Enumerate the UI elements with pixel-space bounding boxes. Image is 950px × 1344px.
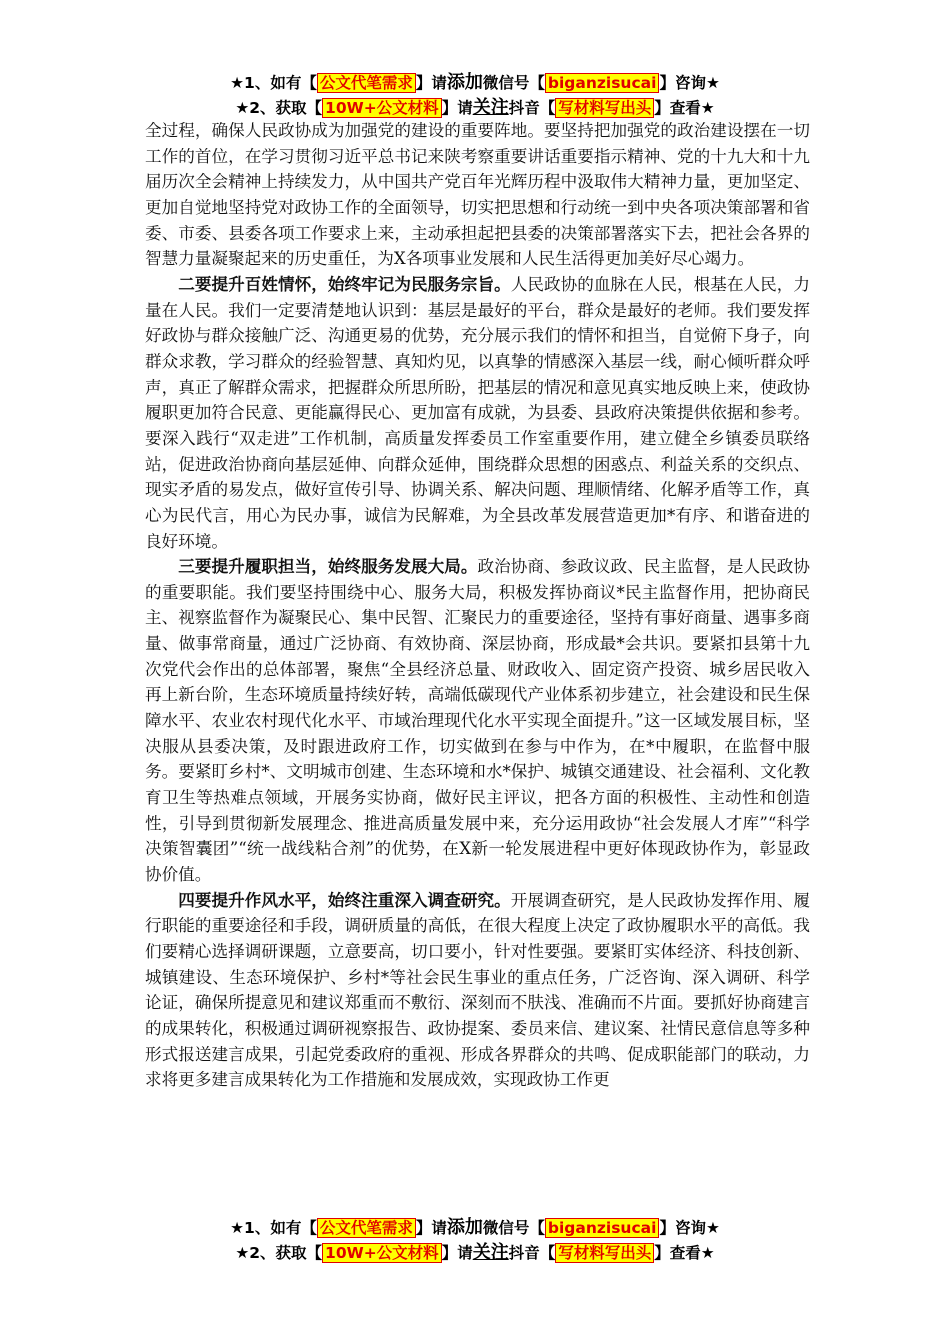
promo-highlight-service: 公文代笔需求 [317, 1218, 416, 1238]
promo-line-2-mid-b: 抖音【 [508, 99, 556, 117]
promo-line-2-mid-b: 抖音【 [508, 1244, 556, 1262]
document-body [145, 118, 810, 1093]
promo-line-1-mid-b: 微信号【 [482, 1219, 545, 1237]
promo-line-2-emphasis: 关注 [472, 1242, 509, 1263]
promo-line-1-mid-a: 】请 [415, 1219, 447, 1237]
promo-highlight-wechat-id: biganzisucai [545, 73, 660, 93]
promo-highlight-douyin: 写材料写出头 [555, 1243, 654, 1263]
paragraph-4 [145, 888, 810, 1093]
promo-highlight-materials: 10W+公文材料 [322, 1243, 442, 1263]
promo-line-1-suffix: 】咨询★ [659, 1219, 720, 1237]
promo-line-2-repeat [0, 1240, 950, 1265]
promo-line-1-mid-b: 微信号【 [482, 74, 545, 92]
promo-line-1-prefix: ★1、如有【 [230, 74, 317, 92]
paragraph-4-heading: 四要提升作风水平，始终注重深入调查研究。 [178, 889, 511, 910]
promo-line-1-suffix: 】咨询★ [659, 74, 720, 92]
paragraph-2 [145, 272, 810, 554]
promo-line-1 [0, 70, 950, 95]
promo-line-1-prefix: ★1、如有【 [230, 1219, 317, 1237]
promo-line-2-prefix: ★2、获取【 [235, 99, 323, 117]
promo-line-1-emphasis: 添加 [446, 1217, 483, 1238]
paragraph-3-text: 政治协商、参政议政、民主监督，是人民政协的重要职能。我们要坚持围绕中心、服务大局，积极发挥协商议*民主监督作用，把协商民主、视察监督作为凝聚民心、集中民智、汇聚民力的重要途径，坚持有事好商量、遇事多商量、做事常商量，通过广泛协商、有效协商、深层协商，形成最*会共识。要紧扣县第十九次党代会作出的总体部署，聚焦“全县经济总量、财政收入、固定资产投资、城乡居民收入再上新台阶，生态环境质量持续好转，高端低碳现代产业体系初步建立，社会建设和民生保障水平、农业农村现代化水平、市域治理现代化水平实现全面提升。”这一区域发展目标，坚决服从县委决策，及时跟进政府工作，切实做到在参与中作为，在*中履职，在监督中服务。要紧盯乡村*、文明城市创建、生态环境和水*保护、城镇交通建设、社会福利、文化教育卫生等热难点领域，开展务实协商，做好民主评议，把各方面的积极性、主动性和创造性，引导到贯彻新发展理念、推进高质量发展中来，充分运用政协“社会发展人才库”“科学决策智囊团”“统一战线粘合剂”的优势，在X新一轮发展进程中更好体现政协作为，彰显政协价值。 [145, 557, 811, 885]
paragraph-4-text: 开展调查研究，是人民政协发挥作用、履行职能的重要途径和手段，调研质量的高低，在很大程度上决定了政协履职水平的高低。我们要精心选择调研课题，立意要高，切口要小，针对性要强。要紧盯实体经济、科技创新、城镇建设、生态环境保护、乡村*等社会民生事业的重点任务，广泛咨询、深入调研、科学论证，确保所提意见和建议郑重而不敷衍、深刻而不肤浅、准确而不片面。要抓好协商建言的成果转化，积极通过调研视察报告、政协提案、委员来信、建议案、社情民意信息等多种形式报送建言成果，引起党委政府的重视、形成各界群众的共鸣、促成职能部门的联动，力求将更多建言成果转化为工作措施和发展成效，实现政协工作更 [145, 890, 811, 1090]
promo-line-2-suffix: 】查看★ [654, 99, 715, 117]
promo-highlight-materials: 10W+公文材料 [322, 98, 442, 118]
paragraph-1: 全过程，确保人民政协成为加强党的建设的重要阵地。要坚持把加强党的政治建设摆在一切工作的首位，在学习贯彻习近平总书记来陕考察重要讲话重要指示精神、党的十九大和十九届历次全会精神上持续发力，从中国共产党百年光辉历程中汲取伟大精神力量，更加坚定、更加自觉地坚持党对政协工作的全面领导，切实把思想和行动统一到中央各项决策部署和省委、市委、县委各项工作要求上来，主动承担起把县委的决策部署落实下去，把社会各界的智慧力量凝聚起来的历史重任，为X各项事业发展和人民生活得更加美好尽心竭力。 [145, 121, 810, 269]
paragraph-2-text: 人民政协的血脉在人民，根基在人民，力量在人民。我们一定要清楚地认识到：基层是最好的平台，群众是最好的老师。我们要发挥好政协与群众接触广泛、沟通更易的优势，充分展示我们的情怀和担当，自觉俯下身子，向群众求教，学习群众的经验智慧、真知灼见，以真挚的情感深入基层一线，耐心倾听群众呼声，真正了解群众需求，把握群众所思所盼，把基层的情况和意见真实地反映上来，使政协履职更加符合民意、更能赢得民心、更加富有成就，为县委、县政府决策提供依据和参考。要深入践行“双走进”工作机制，高质量发挥委员工作室重要作用，建立健全乡镇委员联络站，促进政治协商向基层延伸、向群众延伸，围绕群众思想的困惑点、利益关系的交织点、现实矛盾的易发点，做好宣传引导、协调关系、解决问题、理顺情绪、化解矛盾等工作，真心为民代言，用心为民办事，诚信为民解难，为全县改革发展营造更加*有序、和谐奋进的良好环境。 [145, 274, 811, 551]
promo-banner-bottom [0, 1215, 950, 1265]
paragraph-3-heading: 三要提升履职担当，始终服务发展大局。 [178, 556, 478, 577]
promo-line-2-mid-a: 】请 [441, 1244, 473, 1262]
promo-line-2-suffix: 】查看★ [654, 1244, 715, 1262]
promo-line-1-mid-a: 】请 [415, 74, 447, 92]
promo-highlight-wechat-id: biganzisucai [545, 1218, 660, 1238]
promo-line-2-emphasis: 关注 [472, 97, 509, 118]
promo-banner-top [0, 70, 950, 120]
promo-line-2 [0, 95, 950, 120]
promo-line-1-emphasis: 添加 [446, 72, 483, 93]
paragraph-2-heading: 二要提升百姓情怀，始终牢记为民服务宗旨。 [178, 273, 511, 294]
promo-highlight-service: 公文代笔需求 [317, 73, 416, 93]
promo-line-2-prefix: ★2、获取【 [235, 1244, 323, 1262]
paragraph-3 [145, 554, 810, 888]
promo-highlight-douyin: 写材料写出头 [555, 98, 654, 118]
promo-line-2-mid-a: 】请 [441, 99, 473, 117]
promo-line-1-repeat [0, 1215, 950, 1240]
